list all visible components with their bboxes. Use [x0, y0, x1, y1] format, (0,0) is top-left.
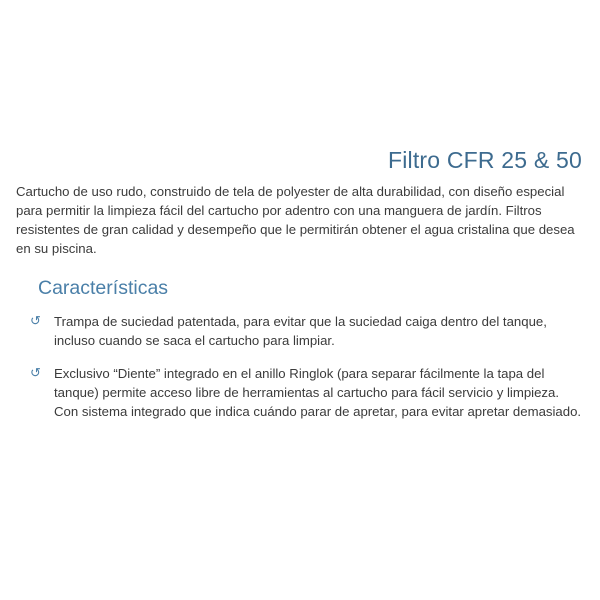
list-item-text: Exclusivo “Diente” integrado en el anillo Ringlok (para separar fácilmente la tapa del tanque) permite acceso libre de herramientas al cartucho para fácil servicio y limpieza. Con sistema integrado que indica cuándo parar de apretar, para evitar apretar demasiado.: [54, 365, 582, 420]
list-item: [16, 312, 588, 350]
loop-arrow-bullet-icon: ↺: [30, 312, 41, 328]
page-title: Filtro CFR 25 & 50: [387, 147, 582, 173]
feature-list: [16, 312, 588, 422]
section-heading-caracteristicas: Características: [38, 277, 169, 300]
list-item: [16, 364, 588, 421]
document-content: [16, 148, 588, 435]
loop-arrow-bullet-icon: ↺: [30, 364, 41, 380]
intro-paragraph: Cartucho de uso rudo, construido de tela de polyester de alta durabilidad, con diseño especial para permitir la limpieza fácil del cartucho por adentro con una manguera de jardín. Filtros resistentes de gran calidad y desempeño que le permitirán obtener el agua cristalina que desea en su piscina.: [16, 184, 575, 256]
list-item-text: Trampa de suciedad patentada, para evitar que la suciedad caiga dentro del tanque, incluso cuando se saca el cartucho para limpiar.: [54, 313, 547, 348]
